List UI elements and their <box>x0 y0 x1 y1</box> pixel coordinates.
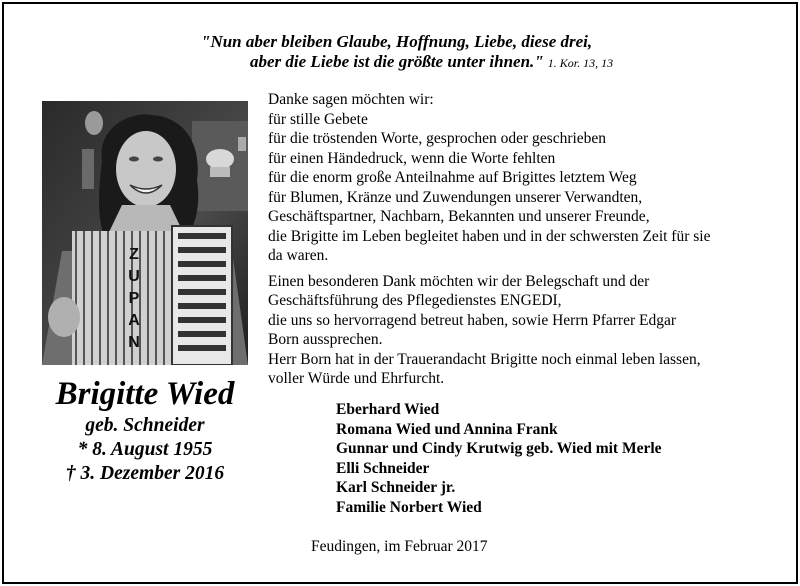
accordion-letter: N <box>128 334 140 351</box>
thanks-line: Born aussprechen. <box>268 331 383 348</box>
thanks-line: die Brigitte im Leben begleitet haben und in der schwersten Zeit für sie <box>268 227 711 245</box>
thanks-line: voller Würde und Ehrfurcht. <box>268 370 445 387</box>
family-member: Gunnar und Cindy Krutwig geb. Wied mit Merle <box>336 440 662 457</box>
quote-reference: 1. Kor. 13, 13 <box>547 56 614 70</box>
deceased-name: Brigitte Wied <box>55 376 235 412</box>
deceased-info <box>40 374 250 486</box>
thanks-line: für die tröstenden Worte, gesprochen oder geschrieben <box>268 130 607 147</box>
quote-line-2 <box>250 52 613 73</box>
accordion-letter: P <box>128 290 140 307</box>
thanks-line: Geschäftspartner, Nachbarn, Bekannten und unserer Freunde, <box>268 208 650 225</box>
family-member: Karl Schneider jr. <box>336 479 456 496</box>
portrait-photo-icon <box>42 101 248 365</box>
quote-line-1: "Nun aber bleiben Glaube, Hoffnung, Liebe, diese drei, <box>201 32 593 51</box>
thanks-line: für einen Händedruck, wenn die Worte fehlten <box>268 149 556 167</box>
thanks-line: Einen besonderen Dank möchten wir der Belegschaft und der <box>268 272 650 290</box>
accordion-letter: Z <box>129 246 139 263</box>
thanks-line: für Blumen, Kränze und Zuwendungen unserer Verwandten, <box>268 188 643 206</box>
accordion-letter: A <box>128 312 140 329</box>
place-date: Feudingen, im Februar 2017 <box>311 538 488 555</box>
family-member: Elli Schneider <box>336 459 430 477</box>
quote-line-2-text: aber die Liebe ist die größte unter ihnen." <box>250 52 544 71</box>
portrait-photo <box>42 101 248 365</box>
thanks-line: da waren. <box>268 247 329 264</box>
thanks-line: Herr Born hat in der Trauerandacht Brigitte noch einmal leben lassen, <box>268 350 701 368</box>
thanks-line: für die enorm große Anteilnahme auf Brigittes letztem Weg <box>268 169 637 186</box>
thanks-line: Geschäftsführung des Pflegedienstes ENGEDI, <box>268 292 562 309</box>
birth-date: * 8. August 1955 <box>77 439 213 460</box>
thanks-line: Danke sagen möchten wir: <box>268 91 434 108</box>
family-member: Eberhard Wied <box>336 401 440 418</box>
thanks-text <box>268 90 778 389</box>
death-date: † 3. Dezember 2016 <box>65 463 225 484</box>
maiden-name: geb. Schneider <box>85 415 205 436</box>
family-member: Romana Wied und Annina Frank <box>336 420 558 438</box>
thanks-line: die uns so hervorragend betreut haben, sowie Herrn Pfarrer Edgar <box>268 311 677 329</box>
family-list <box>336 400 662 517</box>
family-member: Familie Norbert Wied <box>336 498 482 516</box>
thanks-line: für stille Gebete <box>268 110 368 128</box>
accordion-letter: U <box>128 268 140 285</box>
